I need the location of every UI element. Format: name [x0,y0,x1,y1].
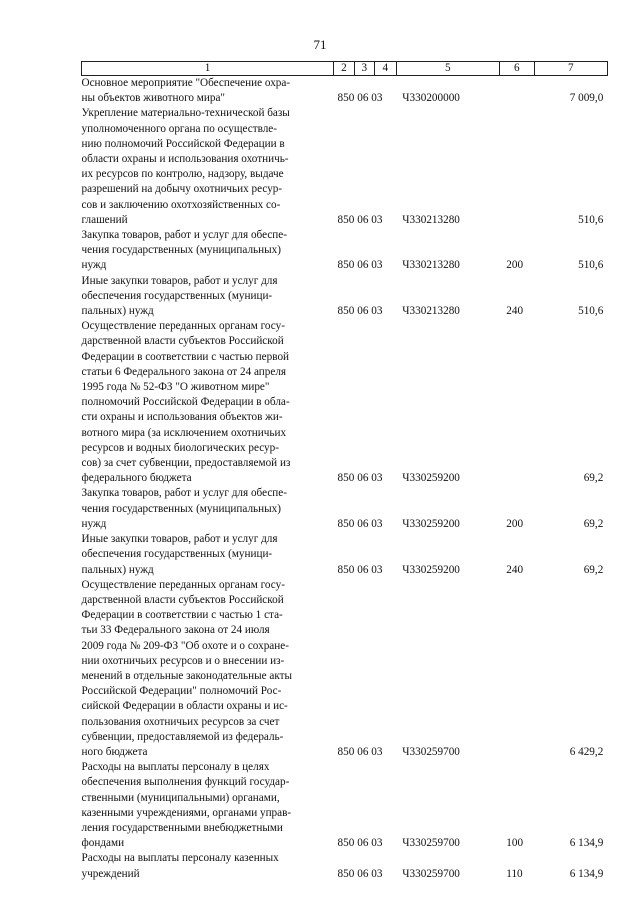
table-row [82,532,608,578]
amount: 69,2 [583,472,604,485]
amount: 6 134,9 [569,837,604,850]
row-name-line: учреждений [81,867,140,880]
row-name-line: Иные закупки товаров, работ и услуг для [81,533,278,546]
row-name-line: сти охраны и использования объектов жи- [81,411,283,424]
row-name-line: федерального бюджета [81,472,192,485]
expense-type-code [499,578,534,760]
target-code: Ч330213280 [402,213,460,226]
expense-type-code: 200 [506,517,524,530]
header-col-7: 7 [534,62,607,76]
row-name [82,486,334,532]
row-name-line: сов) за счет субвенции, предоставляемой из [81,457,291,470]
row-name-line: Российской Федерации" полномочий Рос- [81,685,282,698]
row-name-line: Укрепление материально-технической базы [81,107,290,120]
row-name-line: глашений [81,213,128,226]
target-code: Ч330213280 [402,259,460,272]
row-name-line: их ресурсов по контролю, надзору, выдаче [81,168,284,181]
row-name-line: сов и заключению охотхозяйственных со- [81,198,281,211]
row-name-line: Федерации в соответствии с частью 1 ста- [81,609,283,622]
row-name-line: казенными учреждениями, органами управ- [81,806,292,819]
section-code: 06 03 [357,745,383,758]
section-code: 06 03 [357,92,383,105]
section-code: 06 03 [357,517,383,530]
section-code: 06 03 [357,259,383,272]
expense-type-code [499,106,534,228]
budget-table [81,61,608,882]
table-row [82,486,608,532]
row-name [82,76,334,107]
row-name [82,578,334,760]
target-code: Ч330213280 [402,305,460,318]
section-code: 06 03 [357,305,383,318]
row-name-line: нии охотничьих ресурсов и о внесении из- [81,654,285,667]
row-name-line: дарственной власти субъектов Российской [81,593,284,606]
row-name-line: субвенции, предоставляемой из федераль- [81,730,284,743]
amount: 69,2 [583,563,604,576]
row-name-line: вотного мира (за исключением охотничьих [81,426,287,439]
admin-code: 850 [337,259,355,272]
row-name-line: Расходы на выплаты персоналу в целях [81,761,270,774]
table-body [82,76,608,882]
row-name-line: Осуществление переданных органам госу- [81,578,285,591]
header-col-3: 3 [354,62,374,76]
amount: 6 429,2 [569,745,604,758]
table-row [82,851,608,881]
row-name-line: обеспечения государственных (муници- [81,548,273,561]
row-name-line: разрешений на добычу охотничьих ресур- [81,183,283,196]
row-name [82,319,334,486]
target-code: Ч330259200 [402,563,460,576]
row-name-line: 1995 года № 52-ФЗ "О животном мире" [81,381,270,394]
amount: 7 009,0 [569,92,604,105]
row-name-line: дарственной власти субъектов Российской [81,335,284,348]
row-name-line: ления государственными внебюджетными [81,821,283,834]
row-name-line: Основное мероприятие "Обеспечение охра- [81,77,291,89]
row-name-line: полномочий Российской Федерации в обла- [81,396,290,409]
row-name-line: Осуществление переданных органам госу- [81,320,285,333]
table-row [82,274,608,320]
header-col-4: 4 [374,62,396,76]
expense-type-code: 240 [506,305,524,318]
table-row [82,76,608,107]
row-name-line: нию полномочий Российской Федерации в [81,137,285,150]
row-name-line: тьи 33 Федерального закона от 24 июля [81,624,270,637]
amount: 510,6 [578,213,604,226]
target-code: Ч330259700 [402,837,460,850]
table-row [82,228,608,274]
admin-code: 850 [337,472,355,485]
row-name-line: уполномоченного органа по осуществле- [81,122,277,135]
admin-code: 850 [337,867,355,880]
header-col-6: 6 [499,62,534,76]
page-number: 71 [313,37,327,52]
row-name-line: ного бюджета [81,745,148,758]
section-code: 06 03 [357,837,383,850]
table-row [82,760,608,851]
admin-code: 850 [337,745,355,758]
row-name [82,274,334,320]
row-name-line: Федерации в соответствии с частью первой [81,350,290,363]
admin-code: 850 [337,563,355,576]
expense-type-code: 100 [506,837,524,850]
row-name-line: Расходы на выплаты персоналу казенных [81,852,279,865]
row-name-line: чения государственных (муниципальных) [81,244,281,257]
header-col-2: 2 [334,62,355,76]
expense-type-code: 240 [506,563,524,576]
target-code: Ч330200000 [402,92,460,105]
target-code: Ч330259200 [402,472,460,485]
row-name [82,532,334,578]
table-row [82,578,608,760]
row-name-line: области охраны и использования охотничь- [81,153,289,166]
admin-code: 850 [337,517,355,530]
header-col-5: 5 [396,62,499,76]
row-name [82,760,334,851]
target-code: Ч330259700 [402,745,460,758]
row-name-line: статьи 6 Федерального закона от 24 апреля [81,365,287,378]
row-name-line: фондами [81,837,125,850]
row-name-line: Иные закупки товаров, работ и услуг для [81,274,278,287]
row-name-line: нужд [81,517,107,530]
table-row [82,106,608,228]
amount: 510,6 [578,305,604,318]
row-name-line: ны объектов животного мира" [81,92,225,105]
admin-code: 850 [337,837,355,850]
row-name-line: нужд [81,259,107,272]
row-name-line: пальных) нужд [81,305,154,318]
amount: 6 134,9 [569,867,604,880]
section-code: 06 03 [357,563,383,576]
row-name [82,851,334,881]
row-name [82,106,334,228]
expense-type-code [499,76,534,107]
expense-type-code: 110 [506,867,523,880]
row-name-line: ственными (муниципальными) органами, [81,791,280,804]
expense-type-code [499,319,534,486]
row-name-line: обеспечения государственных (муници- [81,289,273,302]
target-code: Ч330259200 [402,517,460,530]
section-code: 06 03 [357,867,383,880]
row-name-line: обеспечения выполнения функций государ- [81,776,290,789]
row-name-line: пользования охотничьих ресурсов за счет [81,715,280,728]
row-name-line: Закупка товаров, работ и услуг для обеспе- [81,229,287,242]
admin-code: 850 [337,305,355,318]
table-row [82,319,608,486]
section-code: 06 03 [357,472,383,485]
row-name-line: ресурсов и водных биологических ресур- [81,441,279,454]
amount: 510,6 [578,259,604,272]
row-name-line: 2009 года № 209-ФЗ "Об охоте и о сохране- [81,639,289,652]
amount: 69,2 [583,517,604,530]
row-name-line: пальных) нужд [81,563,154,576]
target-code: Ч330259700 [402,867,460,880]
header-row [82,62,608,76]
admin-code: 850 [337,213,355,226]
row-name-line: сийской Федерации в области охраны и ис- [81,700,288,713]
header-col-1: 1 [82,62,334,76]
row-name-line: менений в отдельные законодательные акты [81,669,293,682]
row-name-line: чения государственных (муниципальных) [81,502,281,515]
section-code: 06 03 [357,213,383,226]
row-name-line: Закупка товаров, работ и услуг для обеспе- [81,487,287,500]
admin-code: 850 [337,92,355,105]
expense-type-code: 200 [506,259,524,272]
row-name [82,228,334,274]
